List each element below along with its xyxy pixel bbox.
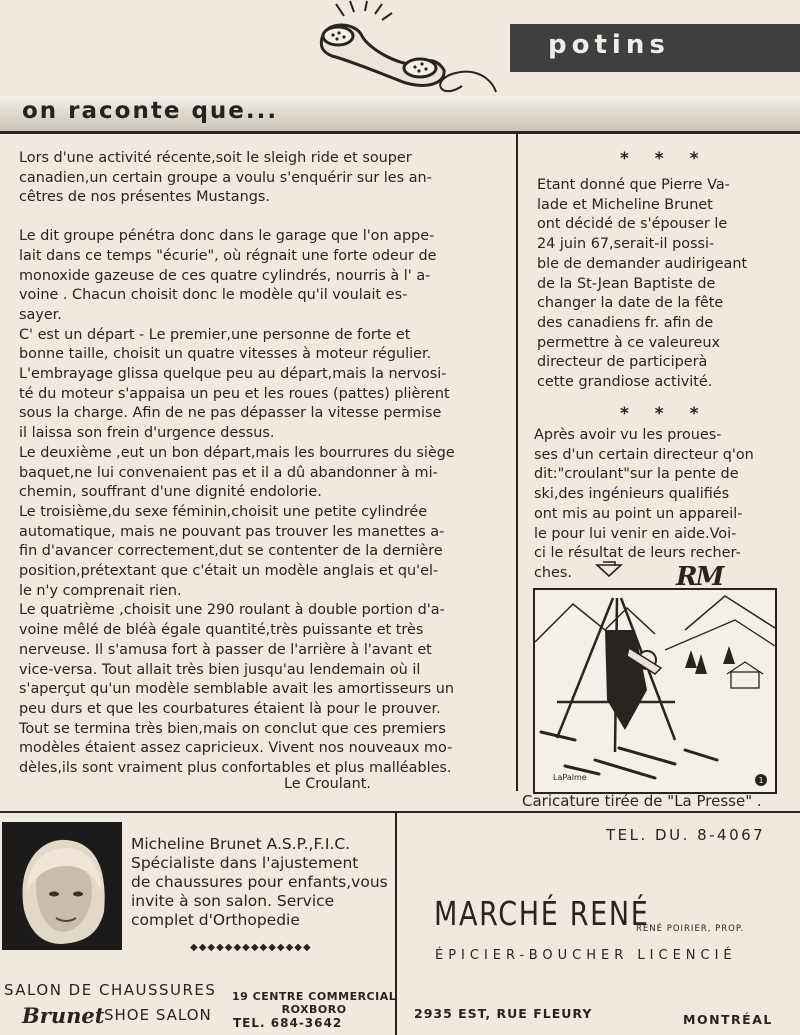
- text-line: complet d'Orthopedie: [131, 911, 300, 929]
- text-line: Le dit groupe pénétra donc dans le garage que l'on appe-: [19, 228, 435, 245]
- article-signature: Le Croulant.: [284, 776, 371, 792]
- text-line: peu durs et que les courbatures étaient là pour le prouver.: [19, 700, 441, 717]
- text-line: dèles,ils sont vraiment plus confortables et plus malléables.: [19, 760, 452, 777]
- separator-stars: * * *: [620, 404, 709, 424]
- market-phone: TEL. DU. 8-4067: [606, 826, 766, 844]
- text-line: Après avoir vu les proues-: [534, 427, 722, 443]
- text-line: cêtres de nos présentes Mustangs.: [19, 189, 270, 206]
- text-line: ont décidé de s'épouser le: [537, 216, 728, 233]
- text-line: Tout se termina très bien,mais on conclut que ces premiers: [19, 720, 446, 737]
- text-line: de chaussures pour enfants,vous: [131, 873, 388, 891]
- text-line: il laissa son frein d'urgence dessus.: [19, 425, 275, 442]
- text-line: té du moteur s'appaisa un peu et les roues (pattes) plièrent: [19, 385, 450, 402]
- cartoon-caption: Caricature tirée de "La Presse" .: [522, 792, 762, 810]
- text-line: cette grandiose activité.: [537, 374, 713, 391]
- cartoon-artist: LaPalme: [553, 773, 587, 782]
- text-line: lait dans ce temps "écurie", où régnait une forte odeur de: [19, 247, 437, 264]
- market-trade: ÉPICIER-BOUCHER LICENCIÉ: [435, 948, 737, 963]
- text-line: ses d'un certain directeur q'on: [534, 446, 754, 463]
- text-line: 24 juin 67,serait-il possi-: [537, 236, 715, 253]
- text-line: bonne taille, choisit un quatre vitesses à moteur régulier.: [19, 346, 432, 363]
- column-divider: [516, 134, 518, 791]
- market-street: 2935 EST, RUE FLEURY: [414, 1006, 593, 1021]
- text-line: ble de demander audirigeant: [537, 255, 748, 272]
- text-line: ci le résultat de leurs recher-: [534, 545, 741, 562]
- text-line: de la St-Jean Baptiste de: [537, 275, 716, 292]
- bottom-rule: [0, 811, 800, 813]
- text-line: s'aperçut qu'un modèle semblable avait les amortisseurs un: [19, 681, 454, 698]
- text-line: vice-versa. Tout allait très bien jusqu'au lendemain où il: [19, 661, 421, 678]
- text-line: Le deuxième ,eut un bon départ,mais les bourrures du siège: [19, 444, 455, 461]
- separator-stars: * * *: [620, 149, 709, 169]
- market-city: MONTRÉAL: [683, 1012, 773, 1027]
- shoe-salon-label: SHOE SALON: [104, 1006, 212, 1024]
- text-line: Lors d'une activité récente,soit le sleigh ride et souper: [19, 150, 412, 166]
- text-line: position,prétextant que c'était un modèle anglais et qu'el-: [19, 563, 439, 580]
- portrait-photo: [2, 822, 122, 950]
- page-title: on raconte que...: [22, 98, 279, 124]
- address-line: 19 CENTRE COMMERCIAL: [232, 990, 397, 1003]
- shoe-ad-text: [131, 835, 388, 930]
- arrow-down-icon: [594, 561, 624, 579]
- text-line: Spécialiste dans l'ajustement: [131, 854, 359, 872]
- text-line: directeur de participerà: [537, 354, 708, 371]
- text-line: des canadiens fr. afin de: [537, 314, 714, 331]
- market-owner: RENÉ POIRIER, PROP.: [636, 924, 745, 934]
- wedding-note: [537, 176, 747, 393]
- salon-name: SALON DE CHAUSSURES: [4, 981, 217, 999]
- article-paragraph-2: [19, 227, 513, 779]
- text-line: le n'y comprenait rien.: [19, 582, 182, 599]
- text-line: sous la charge. Afin de ne pas dépasser la vitesse permise: [19, 405, 442, 422]
- text-line: automatique, mais ne pouvant pas trouver les manettes a-: [19, 523, 445, 540]
- text-line: ches.: [534, 564, 572, 581]
- text-line: modèles étaient assez capricieux. Vivent nos nouveaux mo-: [19, 740, 453, 757]
- text-line: sayer.: [19, 306, 62, 323]
- text-line: Le troisième,du sexe féminin,choisit une petite cylindrée: [19, 503, 428, 520]
- text-line: C' est un départ - Le premier,une personne de forte et: [19, 326, 411, 343]
- text-line: le pour lui venir en aide.Voi-: [534, 525, 737, 542]
- text-line: ski,des ingénieurs qualifiés: [534, 486, 730, 503]
- text-line: voine mêlé de bléà égale quantité,très puissante et très: [19, 622, 424, 639]
- diamond-ornament: ◆◆◆◆◆◆◆◆◆◆◆◆◆◆: [190, 942, 312, 953]
- text-line: nerveuse. Il s'amusa fort à passer de l'arrière à l'avant et: [19, 641, 432, 658]
- telephone-receiver-icon: [312, 0, 502, 96]
- cartoon-number: 1: [758, 776, 764, 785]
- shoe-address: [232, 990, 396, 1016]
- text-line: permettre à ce valeureux: [537, 334, 720, 351]
- market-name: MARCHÉ RENÉ: [434, 894, 650, 933]
- text-line: canadien,un certain groupe a voulu s'enquérir sur les an-: [19, 169, 432, 186]
- text-line: baquet,ne lui convenaient pas et il a dû abandonner à mi-: [19, 464, 438, 481]
- text-line: dit:"croulant"sur la pente de: [534, 466, 739, 483]
- text-line: changer la date de la fête: [537, 295, 724, 312]
- text-line: L'embrayage glissa quelque peu au départ,mais la nervosi-: [19, 366, 447, 383]
- text-line: monoxide gazeuse de ces quatre cylindrés, nourris à l' a-: [19, 267, 431, 284]
- shoe-phone: TEL. 684-3642: [233, 1016, 343, 1030]
- section-tag: potins: [548, 30, 670, 60]
- text-line: invite à son salon. Service: [131, 892, 335, 910]
- text-line: fin d'avancer correctement,dut se contenter de la dernière: [19, 543, 443, 560]
- text-line: voine . Chacun choisit donc le modèle qu'il voulait es-: [19, 287, 408, 304]
- cartoon-signature: RM: [676, 562, 723, 592]
- text-line: lade et Micheline Brunet: [537, 196, 713, 213]
- article-paragraph-1: [19, 149, 513, 208]
- text-line: Le quatrième ,choisit une 290 roulant à double portion d'a-: [19, 602, 445, 619]
- gossip-article: [19, 149, 513, 779]
- address-line: ROXBORO: [281, 1003, 347, 1016]
- ski-note: [534, 426, 754, 584]
- text-line: Micheline Brunet A.S.P.,F.I.C.: [131, 835, 351, 853]
- text-line: chemin, souffrant d'une dignité endolorie.: [19, 484, 322, 501]
- top-rule: [0, 131, 800, 134]
- text-line: Etant donné que Pierre Va-: [537, 177, 730, 193]
- text-line: ont mis au point un appareil-: [534, 505, 743, 522]
- brunet-logo: Brunet: [22, 1003, 105, 1028]
- ski-contraption-cartoon: [533, 588, 777, 794]
